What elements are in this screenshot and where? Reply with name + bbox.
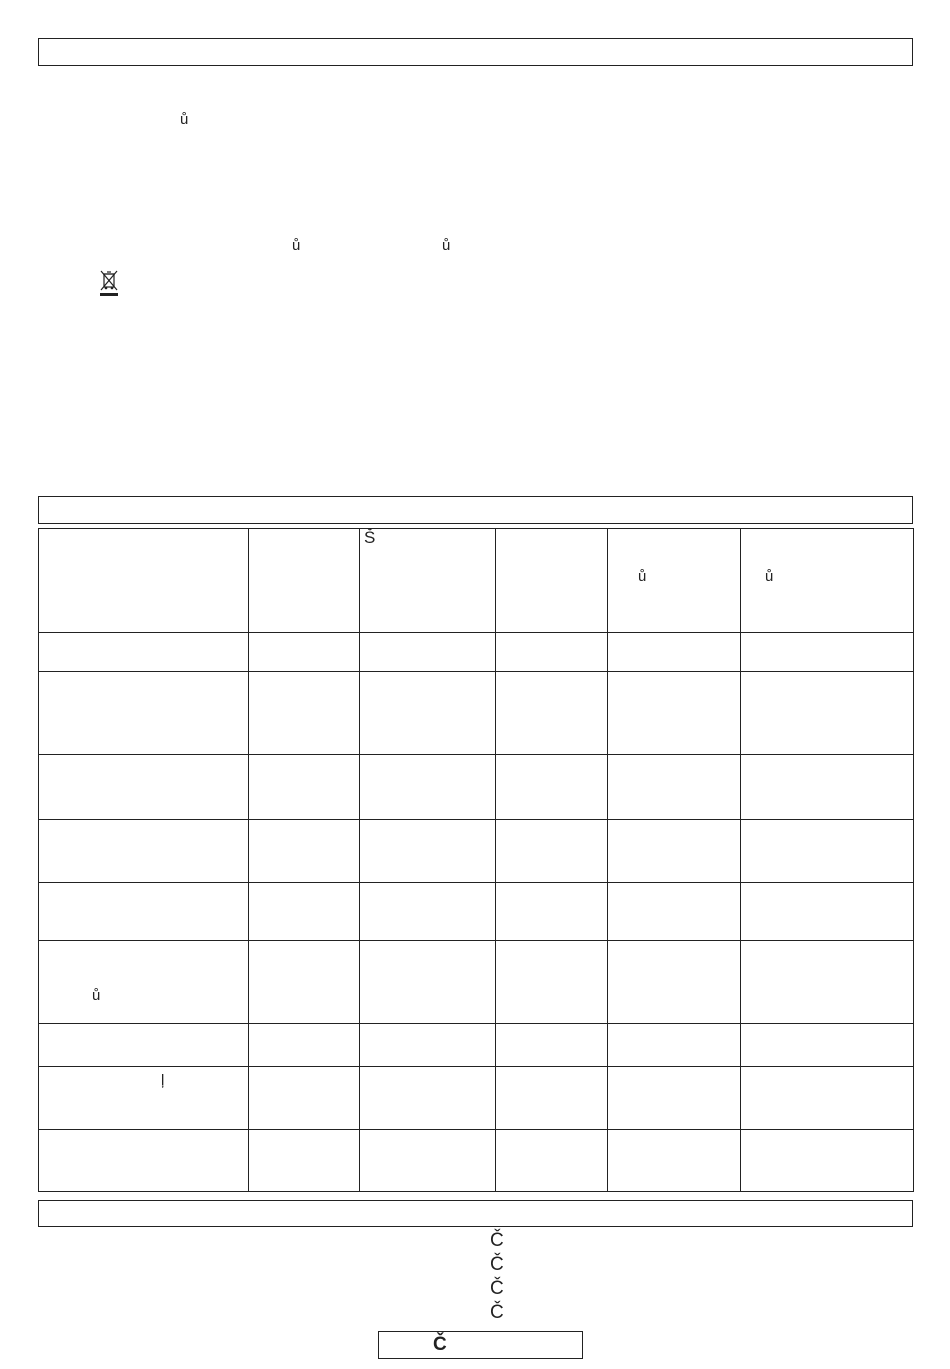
table-row bbox=[39, 820, 914, 883]
section-header-middle bbox=[38, 496, 913, 524]
text-char-3: ů bbox=[442, 237, 451, 254]
section-header-bottom bbox=[38, 1200, 913, 1227]
footer-line-4: Č bbox=[490, 1302, 504, 1323]
table-row bbox=[39, 941, 914, 1024]
data-table bbox=[38, 528, 914, 1192]
header-char: Š bbox=[364, 528, 376, 547]
table-row bbox=[39, 633, 914, 672]
row8-char: ļ bbox=[161, 1072, 165, 1089]
table-header-cell bbox=[39, 529, 249, 633]
footer-line-3: Č bbox=[490, 1278, 504, 1299]
table-header-cell bbox=[608, 529, 741, 633]
page-footer-box bbox=[378, 1331, 583, 1359]
text-char-2: ů bbox=[292, 237, 301, 254]
table-header-cell bbox=[249, 529, 360, 633]
table-row bbox=[39, 1024, 914, 1067]
table-row bbox=[39, 883, 914, 941]
header-col5-char: ů bbox=[638, 568, 647, 585]
table-row bbox=[39, 755, 914, 820]
footer-line-1: Č bbox=[490, 1230, 504, 1251]
table-row bbox=[39, 1067, 914, 1130]
crossed-out-wheelie-bin-icon bbox=[98, 270, 120, 298]
table-header-cell bbox=[496, 529, 608, 633]
row6-char: ů bbox=[92, 987, 101, 1004]
table-header-row bbox=[39, 529, 914, 633]
section-header-top bbox=[38, 38, 913, 66]
table-row bbox=[39, 672, 914, 755]
footer-line-2: Č bbox=[490, 1254, 504, 1275]
table-row bbox=[39, 1130, 914, 1192]
table-header-cell bbox=[360, 529, 496, 633]
header-col6-char: ů bbox=[765, 568, 774, 585]
footer-box-char: Č bbox=[433, 1334, 447, 1355]
text-char-1: ů bbox=[180, 111, 189, 128]
table-header-cell bbox=[741, 529, 914, 633]
